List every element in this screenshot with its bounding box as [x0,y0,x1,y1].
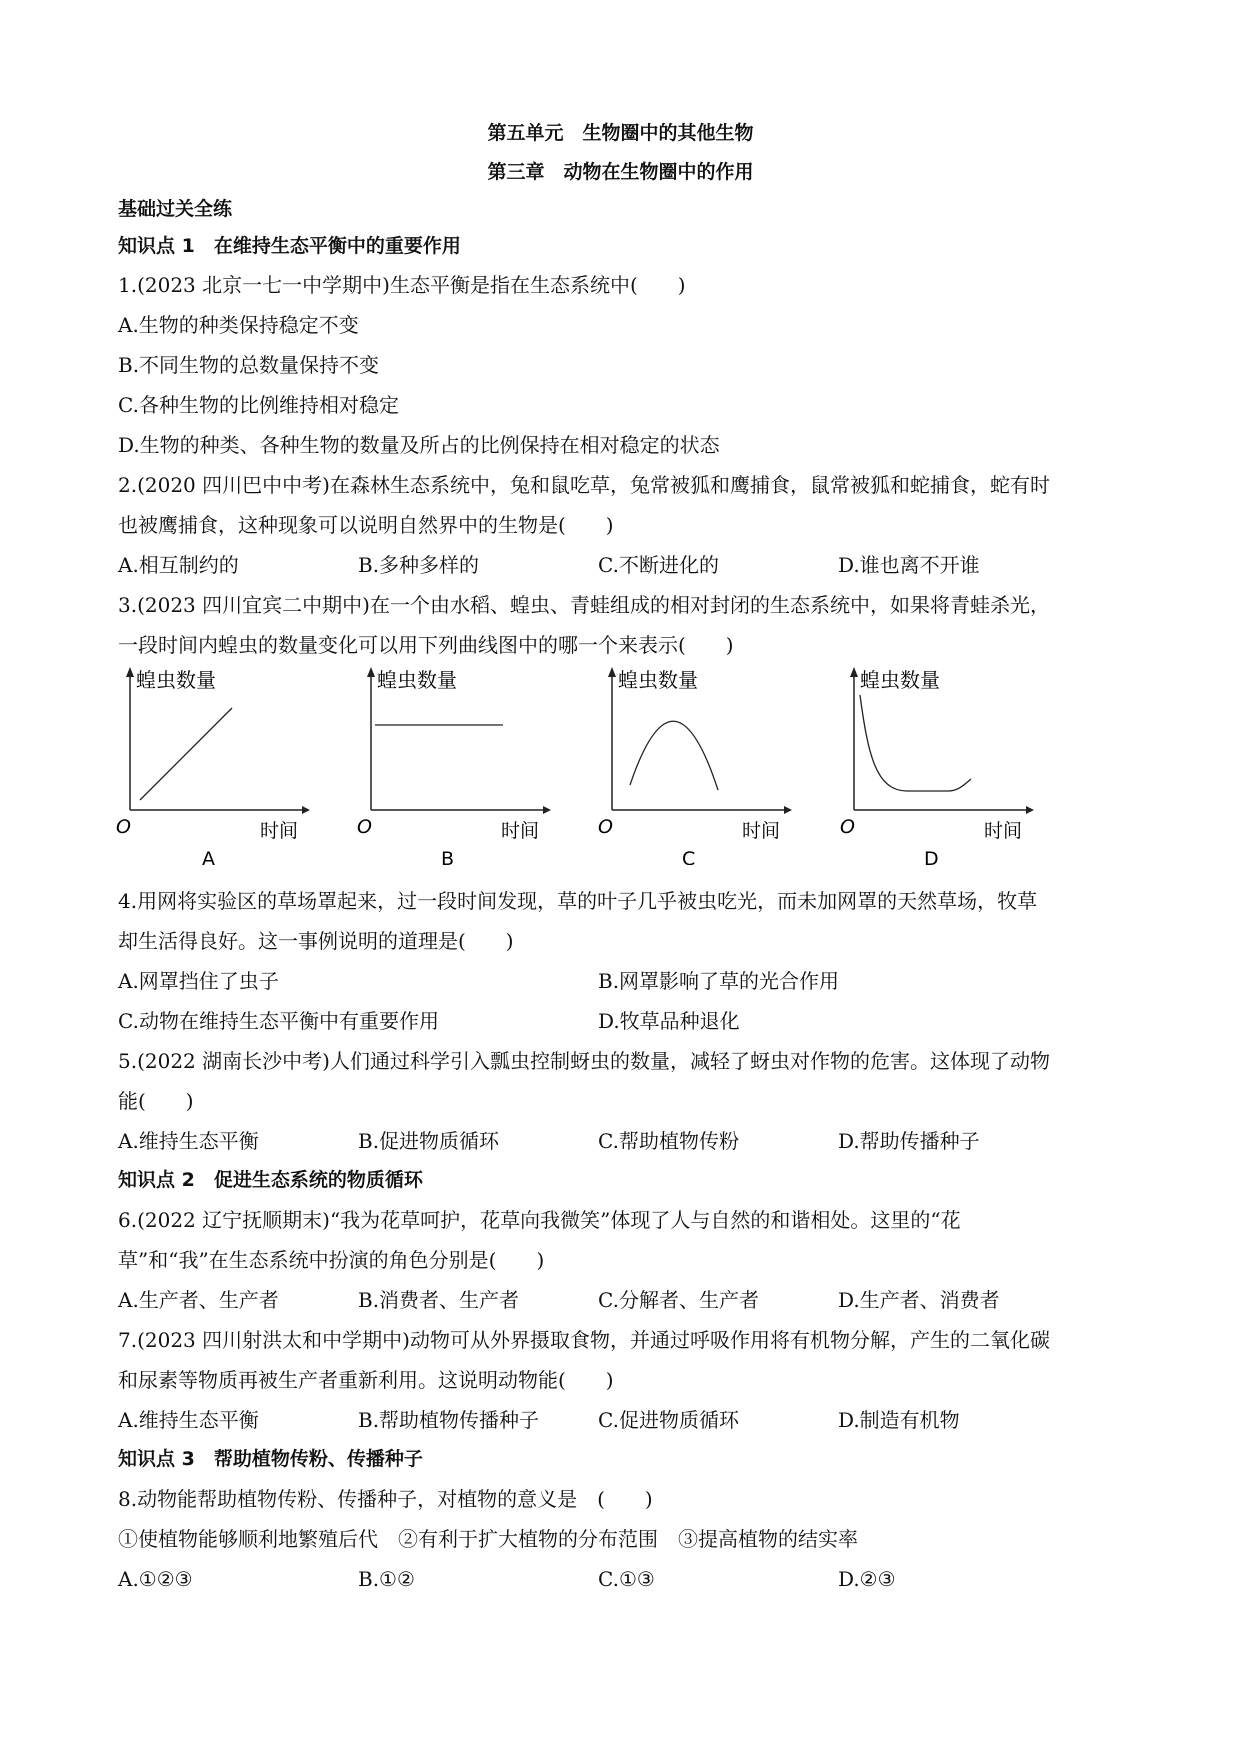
q4-option-a: A.网罩挡住了虫子 [118,969,279,993]
q2-option-a: A.相互制约的 [118,553,239,577]
q8-option-d: D.②③ [838,1567,896,1591]
q3-stem-line2: 一段时间内蝗虫的数量变化可以用下列曲线图中的哪一个来表示( ) [118,633,734,657]
q8-option-a: A.①②③ [118,1567,193,1591]
graph-c-xlabel: 时间 [742,820,781,842]
q2-option-c: C.不断进化的 [598,553,719,577]
q4-stem-line2: 却生活得良好。这一事例说明的道理是( ) [118,929,514,953]
graph-b [353,665,553,869]
section-heading: 基础过关全练 [118,198,233,220]
q8-option-c: C.①③ [598,1567,655,1591]
graph-b-xlabel: 时间 [501,820,540,842]
q8-option-b: B.①② [358,1567,415,1591]
graph-d [836,665,1036,869]
knowledge-point-1: 知识点 1 在维持生态平衡中的重要作用 [118,235,461,257]
graph-b-ylabel: 蝗虫数量 [377,668,457,692]
q6-option-d: D.生产者、消费者 [838,1288,1000,1312]
q5-option-b: B.促进物质循环 [358,1129,500,1153]
q5-option-d: D.帮助传播种子 [838,1129,980,1153]
graph-d-xlabel: 时间 [984,820,1023,842]
graph-a-origin: O [116,816,131,838]
q2-option-d: D.谁也离不开谁 [838,553,980,577]
q2-stem-line1: 2.(2020 四川巴中中考)在森林生态系统中，兔和鼠吃草，兔常被狐和鹰捕食，鼠常被狐和蛇捕食，蛇有时 [118,473,1050,497]
graph-a-label: A [202,848,215,865]
q1-option-b: B.不同生物的总数量保持不变 [118,353,380,377]
graph-a-ylabel: 蝗虫数量 [136,668,216,692]
q5-stem-line2: 能( ) [118,1089,194,1113]
q6-stem-line1: 6.(2022 辽宁抚顺期末)“我为花草呵护，花草向我微笑”体现了人与自然的和谐相处。这里的“花 [118,1208,961,1232]
q6-option-c: C.分解者、生产者 [598,1288,759,1312]
graph-a [112,665,312,869]
graph-c-origin: O [598,816,613,838]
graph-c-curve [630,721,718,790]
q5-stem-line1: 5.(2022 湖南长沙中考)人们通过科学引入瓢虫控制蚜虫的数量，减轻了蚜虫对作物的危害。这体现了动物 [118,1049,1050,1073]
graph-a-curve [140,708,232,800]
q4-option-d: D.牧草品种退化 [598,1009,740,1033]
q6-option-a: A.生产者、生产者 [118,1288,279,1312]
q2-stem-line2: 也被鹰捕食，这种现象可以说明自然界中的生物是( ) [118,513,614,537]
q7-option-c: C.促进物质循环 [598,1408,739,1432]
q1-option-d: D.生物的种类、各种生物的数量及所占的比例保持在相对稳定的状态 [118,433,720,457]
q6-option-b: B.消费者、生产者 [358,1288,520,1312]
q4-option-c: C.动物在维持生态平衡中有重要作用 [118,1009,439,1033]
graph-d-label: D [924,848,939,865]
graph-c [594,665,794,869]
graph-c-ylabel: 蝗虫数量 [618,668,698,692]
q4-stem-line1: 4.用网将实验区的草场罩起来，过一段时间发现，草的叶子几乎被虫吃光，而未加网罩的天然草场，牧草 [118,889,1038,913]
graph-a-xlabel: 时间 [260,820,299,842]
q7-option-b: B.帮助植物传播种子 [358,1408,540,1432]
q7-stem-line2: 和尿素等物质再被生产者重新利用。这说明动物能( ) [118,1368,614,1392]
q3-stem-line1: 3.(2023 四川宜宾二中期中)在一个由水稻、蝗虫、青蛙组成的相对封闭的生态系统中，如果将青蛙杀光， [118,593,1050,617]
q8-stem: 8.动物能帮助植物传粉、传播种子，对植物的意义是 ( ) [118,1487,653,1511]
graph-c-label: C [682,848,696,865]
q7-stem-line1: 7.(2023 四川射洪太和中学期中)动物可从外界摄取食物，并通过呼吸作用将有机物分解，产生的二氧化碳 [118,1328,1050,1352]
q2-option-b: B.多种多样的 [358,553,480,577]
q7-option-a: A.维持生态平衡 [118,1408,259,1432]
q8-items: ①使植物能够顺利地繁殖后代 ②有利于扩大植物的分布范围 ③提高植物的结实率 [118,1527,858,1551]
q1-option-c: C.各种生物的比例维持相对稳定 [118,393,399,417]
q4-option-b: B.网罩影响了草的光合作用 [598,969,840,993]
q5-option-c: C.帮助植物传粉 [598,1129,739,1153]
graph-d-curve [860,695,971,791]
q1-option-a: A.生物的种类保持稳定不变 [118,313,359,337]
q6-stem-line2: 草”和“我”在生态系统中扮演的角色分别是( ) [118,1248,545,1272]
unit-title: 第五单元 生物圈中的其他生物 [487,122,754,144]
q1-stem: 1.(2023 北京一七一中学期中)生态平衡是指在生态系统中( ) [118,273,686,297]
chapter-title: 第三章 动物在生物圈中的作用 [487,161,754,183]
graph-d-origin: O [840,816,855,838]
graph-b-origin: O [357,816,372,838]
q5-option-a: A.维持生态平衡 [118,1129,259,1153]
q7-option-d: D.制造有机物 [838,1408,960,1432]
knowledge-point-2: 知识点 2 促进生态系统的物质循环 [118,1169,423,1191]
graph-b-label: B [441,848,455,865]
graph-d-ylabel: 蝗虫数量 [860,668,940,692]
knowledge-point-3: 知识点 3 帮助植物传粉、传播种子 [118,1448,423,1470]
